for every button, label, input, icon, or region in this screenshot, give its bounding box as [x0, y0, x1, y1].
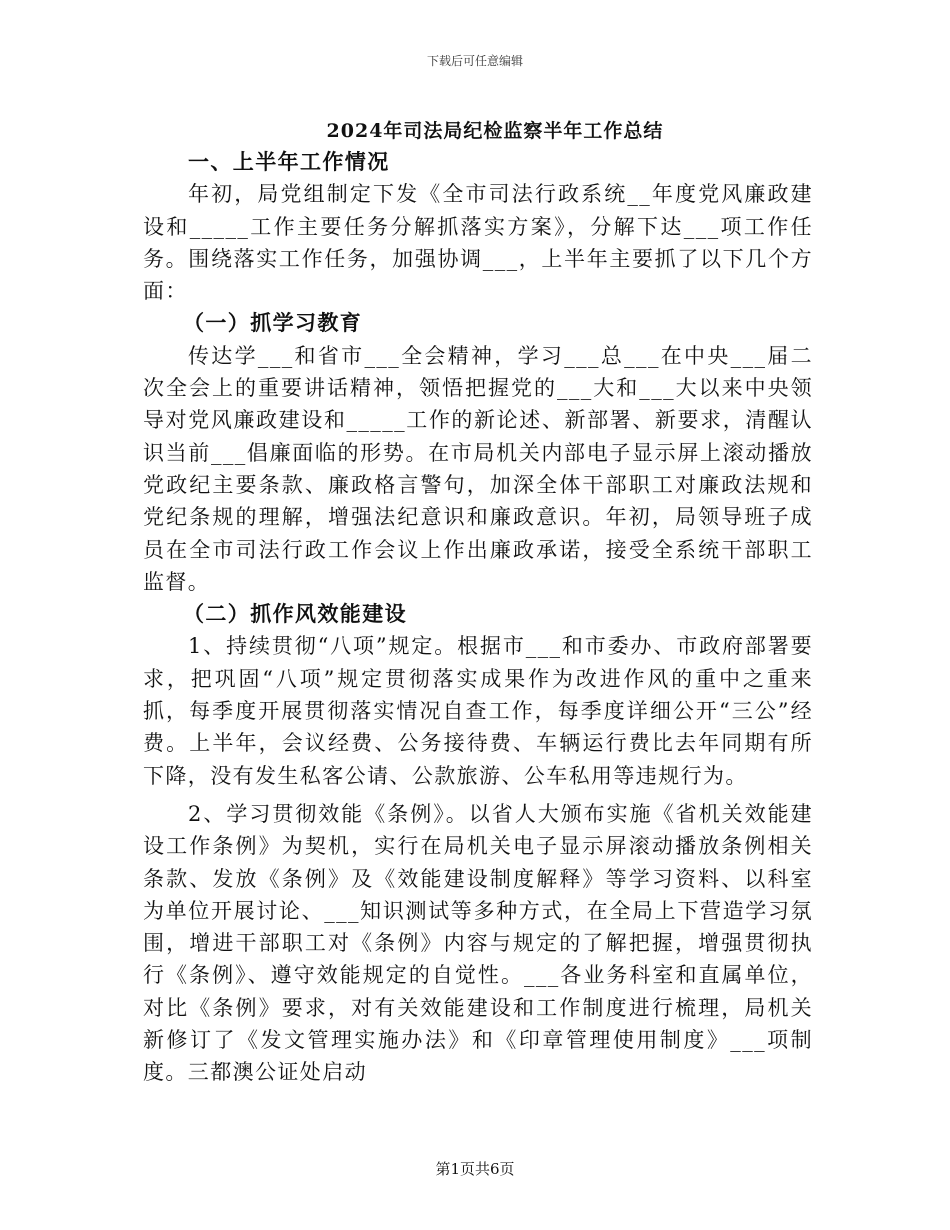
paragraph-3: 1、持续贯彻“八项”规定。根据市___和市委办、市政府部署要求，把巩固“八项”规定贯彻落实成果作为改进作风的重中之重来抓，每季度开展贯彻落实情况自查工作，每季度详细公开“三公”经费。上半年，会议经费、公务接待费、车辆运行费比去年同期有所下降，没有发生私客公请、公款旅游、公车私用等违规行为。 [143, 634, 813, 788]
page-footer: 第1页共6页 [435, 1160, 515, 1178]
paragraph-1: 年初，局党组制定下发《全市司法行政系统__年度党风廉政建设和_____工作主要任务分解抓落实方案》，分解下达___项工作任务。围绕落实工作任务，加强协调___，上半年主要抓了以下几个方面： [143, 182, 813, 304]
paragraph-2: 传达学___和省市___全会精神，学习___总___在中央___届二次全会上的重要讲话精神，领悟把握党的___大和___大以来中央领导对党风廉政建设和_____工作的新论述、新部署、新要求，清醒认识当前___倡廉面临的形势。在市局机关内部电子显示屏上滚动播放党政纪主要条款、廉政格言警句，加深全体干部职工对廉政法规和党纪条规的理解，增强法纪意识和廉政意识。年初，局领导班子成员在全市司法行政工作会议上作出廉政承诺，接受全系统干部职工监督。 [143, 343, 813, 594]
document-title: 2024年司法局纪检监察半年工作总结 [326, 120, 664, 142]
section-heading-2: （一）抓学习教育 [183, 310, 363, 336]
page-header: 下载后可任意编辑 [426, 54, 523, 68]
section-heading-3: （二）抓作风效能建设 [183, 601, 407, 627]
document-body [143, 146, 813, 1089]
paragraph-4: 2、学习贯彻效能《条例》。以省人大颁布实施《省机关效能建设工作条例》为契机，实行在局机关电子显示屏滚动播放条例相关条款、发放《条例》及《效能建设制度解释》等学习资料、以科室为单位开展讨论、___知识测试等多种方式，在全局上下营造学习氛围，增进干部职工对《条例》内容与规定的了解把握，增强贯彻执行《条例》、遵守效能规定的自觉性。___各业务科室和直属单位，对比《条例》要求，对有关效能建设和工作制度进行梳理，局机关新修订了《发文管理实施办法》和《印章管理使用制度》___项制度。三都澳公证处启动 [143, 801, 813, 1085]
section-heading-1: 一、上半年工作情况 [188, 149, 390, 174]
